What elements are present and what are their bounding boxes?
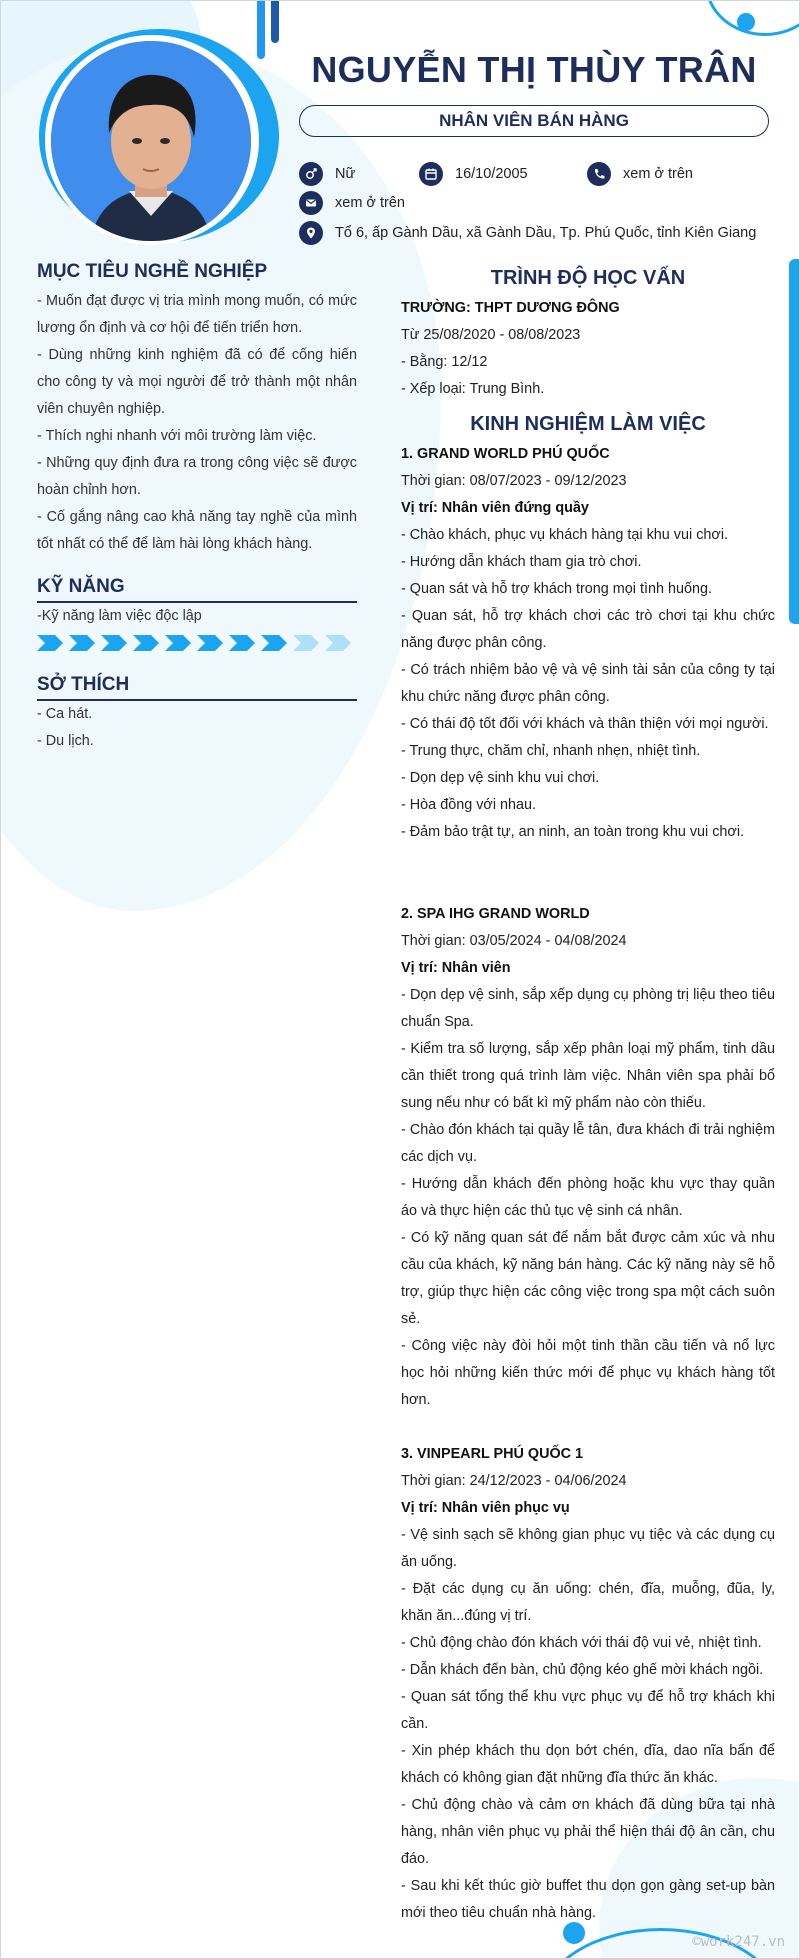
skill-name: -Kỹ năng làm việc độc lập	[37, 608, 202, 624]
job-duty: - Đặt các dụng cụ ăn uống: chén, đĩa, muỗng, đũa, ly, khăn ăn...đúng vị trí.	[401, 1581, 775, 1624]
hobby-item: - Du lịch.	[37, 733, 94, 749]
job-duty: - Có kỹ năng quan sát để nắm bắt được cảm xúc và nhu cầu của khách, kỹ năng bán hàng. Các kỹ năng này sẽ hỗ trợ, giúp thực hiện các công việc trong spa một cách suôn sẻ.	[401, 1230, 775, 1327]
phone-icon	[587, 162, 611, 186]
skill-arrow-empty	[293, 635, 321, 651]
job-duty: - Quan sát tổng thể khu vực phục vụ để hỗ trợ khách khi cần.	[401, 1689, 775, 1732]
decor-strip-right	[789, 259, 799, 624]
email-icon	[299, 191, 323, 215]
decor-bar-dark	[271, 1, 279, 43]
info-gender	[299, 162, 355, 186]
decor-bar-light	[257, 1, 265, 59]
location-icon	[299, 221, 323, 245]
address-value: Tổ 6, ấp Gành Dầu, xã Gành Dầu, Tp. Phú Quốc, tỉnh Kiên Giang	[335, 225, 757, 241]
skill-arrow-filled	[101, 635, 129, 651]
job-position: NHÂN VIÊN BÁN HÀNG	[299, 105, 769, 137]
skill-item	[37, 603, 357, 630]
job-duty: - Hướng dẫn khách đến phòng hoặc khu vực thay quần áo và thực hiện các thủ tục vệ sinh cá nhân.	[401, 1176, 775, 1219]
hobbies-list	[37, 701, 357, 755]
skill-arrow-filled	[197, 635, 225, 651]
objective-text	[37, 288, 357, 558]
email-value: xem ở trên	[335, 195, 405, 211]
skill-arrow-empty	[325, 635, 353, 651]
job-duty: - Hòa đồng với nhau.	[401, 797, 537, 813]
skill-rating	[37, 635, 353, 651]
objective-line: - Muốn đạt được vị tria mình mong muốn, có mức lương ổn định và cơ hội để tiến triển hơn.	[37, 293, 357, 336]
objective-line: - Dùng những kinh nghiệm đã có để cống hiến cho công ty và mọi người để trở thành một nhân viên chuyên nghiệp.	[37, 347, 357, 417]
info-email	[299, 191, 405, 215]
watermark: ©work247.vn	[692, 1934, 785, 1950]
hobbies-title: SỞ THÍCH	[37, 674, 130, 695]
skill-arrow-filled	[229, 635, 257, 651]
job-duty: - Sau khi kết thúc giờ buffet thu dọn gọn gàng set-up bàn mới theo tiêu chuẩn nhà hàng.	[401, 1878, 775, 1921]
gender-icon	[299, 162, 323, 186]
job-time: Thời gian: 08/07/2023 - 09/12/2023	[401, 473, 627, 489]
skills-title: KỸ NĂNG	[37, 576, 125, 597]
job-duty: - Kiểm tra số lượng, sắp xếp phân loại mỹ phẩm, tinh dầu cần thiết trong quá trình làm việc. Nhân viên spa phải bổ sung nếu như có bất kì mỹ phẩm nào còn thiếu.	[401, 1041, 775, 1111]
job-heading: 3. VINPEARL PHÚ QUỐC 1	[401, 1446, 584, 1462]
job-duty: - Trung thực, chăm chỉ, nhanh nhẹn, nhiệt tình.	[401, 743, 701, 759]
education-block	[401, 295, 775, 403]
job-duty: - Dọn dẹp vệ sinh khu vui chơi.	[401, 770, 600, 786]
decor-dot-top-right	[737, 13, 755, 31]
objective-line: - Cố gắng nâng cao khả năng tay nghề của mình tốt nhất có thể để làm hài lòng khách hàng.	[37, 509, 357, 552]
objective-line: - Thích nghi nhanh với môi trường làm việc.	[37, 428, 317, 444]
job-duty: - Chào đón khách tại quầy lễ tân, đưa khách đi trải nghiệm các dịch vụ.	[401, 1122, 775, 1165]
skill-arrow-filled	[133, 635, 161, 651]
job-time: Thời gian: 03/05/2024 - 04/08/2024	[401, 933, 627, 949]
education-line: Từ 25/08/2020 - 08/08/2023	[401, 327, 581, 343]
objective-title: MỤC TIÊU NGHỀ NGHIỆP	[37, 261, 268, 282]
objective-line: - Những quy định đưa ra trong công việc sẽ được hoàn chỉnh hơn.	[37, 455, 357, 498]
job-entry-3	[401, 1441, 775, 1927]
job-duty: - Chào khách, phục vụ khách hàng tại khu vui chơi.	[401, 527, 729, 543]
education-line: - Bằng: 12/12	[401, 354, 488, 370]
info-birthday	[419, 162, 528, 186]
education-title: TRÌNH ĐỘ HỌC VẤN	[490, 267, 686, 289]
job-duty: - Có trách nhiệm bảo vệ và vệ sinh tài sản của công ty tại khu chức năng được phân công.	[401, 662, 775, 705]
job-duty: - Chủ động chào và cảm ơn khách đã dùng bữa tại nhà hàng, nhân viên phục vụ phải thể hiện thái độ ân cần, chu đáo.	[401, 1797, 775, 1867]
candidate-name: NGUYỄN THỊ THÙY TRÂN	[311, 49, 757, 90]
skill-arrow-filled	[261, 635, 289, 651]
info-phone	[587, 162, 693, 186]
job-role: Vị trí: Nhân viên phục vụ	[401, 1500, 570, 1516]
hobby-item: - Ca hát.	[37, 706, 93, 722]
education-line: - Xếp loại: Trung Bình.	[401, 381, 545, 397]
phone-value: xem ở trên	[623, 166, 693, 182]
gender-value: Nữ	[335, 166, 356, 182]
birthday-value: 16/10/2005	[455, 166, 528, 182]
job-duty: - Dọn dẹp vệ sinh, sắp xếp dụng cụ phòng trị liệu theo tiêu chuẩn Spa.	[401, 987, 775, 1030]
experience-title: KINH NGHIỆM LÀM VIỆC	[470, 413, 706, 435]
skill-arrow-filled	[37, 635, 65, 651]
job-duty: - Có thái độ tốt đối với khách và thân thiện với mọi người.	[401, 716, 769, 732]
job-role: Vị trí: Nhân viên	[401, 960, 511, 976]
avatar	[51, 41, 251, 241]
skill-arrow-filled	[165, 635, 193, 651]
job-duty: - Hướng dẫn khách tham gia trò chơi.	[401, 554, 642, 570]
job-duty: - Dẫn khách đến bàn, chủ động kéo ghế mời khách ngồi.	[401, 1662, 764, 1678]
info-address	[299, 221, 756, 245]
avatar-portrait	[51, 41, 251, 241]
job-entry-2	[401, 901, 775, 1414]
job-duty: - Quan sát và hỗ trợ khách trong mọi tình huống.	[401, 581, 713, 597]
job-duty: - Xin phép khách thu dọn bớt chén, dĩa, dao nĩa bẩn để khách có không gian đặt những đĩa thức ăn khác.	[401, 1743, 775, 1786]
job-duty: - Quan sát, hỗ trợ khách chơi các trò chơi tại khu chức năng được phân công.	[401, 608, 775, 651]
job-duty: - Công việc này đòi hỏi một tinh thần cầu tiến và nổ lực học hỏi những kiến thức mới để phục vụ khách hàng tốt hơn.	[401, 1338, 775, 1408]
job-time: Thời gian: 24/12/2023 - 04/06/2024	[401, 1473, 627, 1489]
job-role: Vị trí: Nhân viên đứng quầy	[401, 500, 589, 516]
job-duty: - Đảm bảo trật tự, an ninh, an toàn trong khu vui chơi.	[401, 824, 745, 840]
job-duty: - Vệ sinh sạch sẽ không gian phục vụ tiệc và các dụng cụ ăn uống.	[401, 1527, 775, 1570]
skill-arrow-filled	[69, 635, 97, 651]
job-entry-1	[401, 441, 775, 846]
calendar-icon	[419, 162, 443, 186]
job-heading: 2. SPA IHG GRAND WORLD	[401, 906, 590, 922]
job-heading: 1. GRAND WORLD PHÚ QUỐC	[401, 446, 610, 462]
job-duty: - Chủ động chào đón khách với thái độ vui vẻ, nhiệt tình.	[401, 1635, 762, 1651]
education-school: TRƯỜNG: THPT DƯƠNG ĐÔNG	[401, 300, 620, 316]
